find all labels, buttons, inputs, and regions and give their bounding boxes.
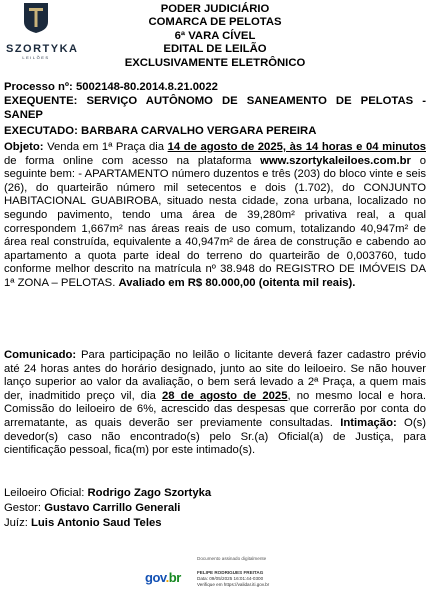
signature-verify-link[interactable]: Verifique em https://validar.iti.gov.br xyxy=(197,582,270,588)
objeto-text-2: de forma online com acesso na plataforma xyxy=(4,154,252,167)
header-line-3: 6ª VARA CÍVEL xyxy=(174,29,256,42)
govbr-logo xyxy=(145,570,181,585)
govbr-logo-gov: gov xyxy=(145,570,166,585)
objeto-text-1: Venda em 1ª Praça dia xyxy=(47,141,165,153)
header-line-2: COMARCA DE PELOTAS xyxy=(148,16,282,29)
logo-sub: LEILÕES xyxy=(22,55,50,60)
exequente-label: EXEQUENTE: xyxy=(4,95,78,107)
exequente-value: SERVIÇO AUTÔNOMO DE SANEAMENTO DE PELOTAS - SANEP xyxy=(4,95,427,121)
comunicado-text-3: O(s) devedor(s) caso não encontrado(s) pelo Sr.(a) Oficial(a) de Justiça, para cientificação pessoal, fica(m) por este intimado(s). xyxy=(4,416,427,457)
comunicado-text-1: Para participação no leilão o licitante deverá fazer cadastro prévio até 24 horas antes do horário designado, junto ao site do leiloeiro. Se não houver lanço superior ao valor da avaliação, o bem será levado a 2ª Praça, a quem mais der, inadmitido preço vil, dia xyxy=(4,349,426,402)
executado-line xyxy=(4,125,426,139)
comunicado-label: Comunicado: xyxy=(4,349,77,361)
processo-value: 5002148-80.2014.8.21.0022 xyxy=(75,81,218,93)
avaliado-value: Avaliado em R$ 80.000,00 (oitenta mil reais). xyxy=(118,276,356,289)
auction-site-link[interactable]: www.szortykaleiloes.com.br xyxy=(260,154,411,167)
header-line-4: EDITAL DE LEILÃO xyxy=(163,43,267,56)
juiz-name: Luis Antonio Saud Teles xyxy=(31,517,162,529)
signature-details xyxy=(197,570,269,589)
gestor-line xyxy=(4,502,426,516)
leiloeiro-line xyxy=(4,487,426,501)
govbr-logo-dot: . xyxy=(165,570,169,585)
processo-line xyxy=(4,81,426,95)
govbr-logo-br: br xyxy=(168,570,181,585)
exequente-line xyxy=(4,95,426,122)
header-line-5: EXCLUSIVAMENTE ELETRÔNICO xyxy=(124,56,306,69)
signer-name: FELIPE RODRIGUES FREITAG xyxy=(197,570,264,575)
logo-name: SZORTYKA xyxy=(6,43,79,55)
executado-value: BARBARA CARVALHO VERGARA PEREIRA xyxy=(81,125,317,137)
digital-signature-stamp xyxy=(145,556,315,598)
processo-label: Processo nº: xyxy=(4,81,73,93)
comunicado-date: 28 de agosto de 2025 xyxy=(162,389,288,402)
comunicado-text-2: , no mesmo local e hora. Comissão do leiloeiro de 6%, acrescido das despesas que correrão por conta do arrematante, as quais deverão ser previamente consultadas. xyxy=(4,389,427,429)
signature-date: Data: 09/05/2025 16:01:44-0300 xyxy=(197,576,264,582)
objeto-date: 14 de agosto de 2025, às 14 horas e 04 minutos xyxy=(167,141,426,153)
juiz-line xyxy=(4,517,426,531)
leiloeiro-label: Leiloeiro Oficial: xyxy=(4,487,85,499)
objeto-paragraph xyxy=(4,141,426,291)
gestor-label: Gestor: xyxy=(4,502,42,514)
comunicado-paragraph xyxy=(4,349,426,458)
objeto-label: Objeto: xyxy=(4,141,44,153)
intimacao-label: Intimação: xyxy=(340,416,397,429)
header-line-1: PODER JUDICIÁRIO xyxy=(160,3,270,15)
leiloeiro-name: Rodrigo Zago Szortyka xyxy=(87,487,212,499)
gestor-name: Gustavo Carrillo Generali xyxy=(44,502,181,514)
signature-title: Documento assinado digitalmente xyxy=(197,556,267,561)
executado-label: EXECUTADO: xyxy=(4,125,78,137)
juiz-label: Juíz: xyxy=(4,517,28,529)
objeto-text-3: o seguinte bem: - APARTAMENTO número duzentos e três (203) do bloco vinte e seis (26), do quarteirão número mil setecentos e dois (1.702), do CONJUNTO HABITACIONAL GUABIROBA, situado nesta cidade, zona urbana, localizado no segundo pavimento, tendo uma área de 39,280m² privativa real, a qual correspondem 1,667m² nas áreas reais de uso comum, totalizando 40,947m² de área real construída, equivalente a 40,947m² de área de construção e cabendo ao apartamento a quota parte ideal do terreno do quarteirão de 0,003760, tudo conforme melhor descrito na matrícula nº 38.948 do REGISTRO DE IMÓVEIS DA 1ª ZONA – PELOTAS. xyxy=(4,154,427,289)
